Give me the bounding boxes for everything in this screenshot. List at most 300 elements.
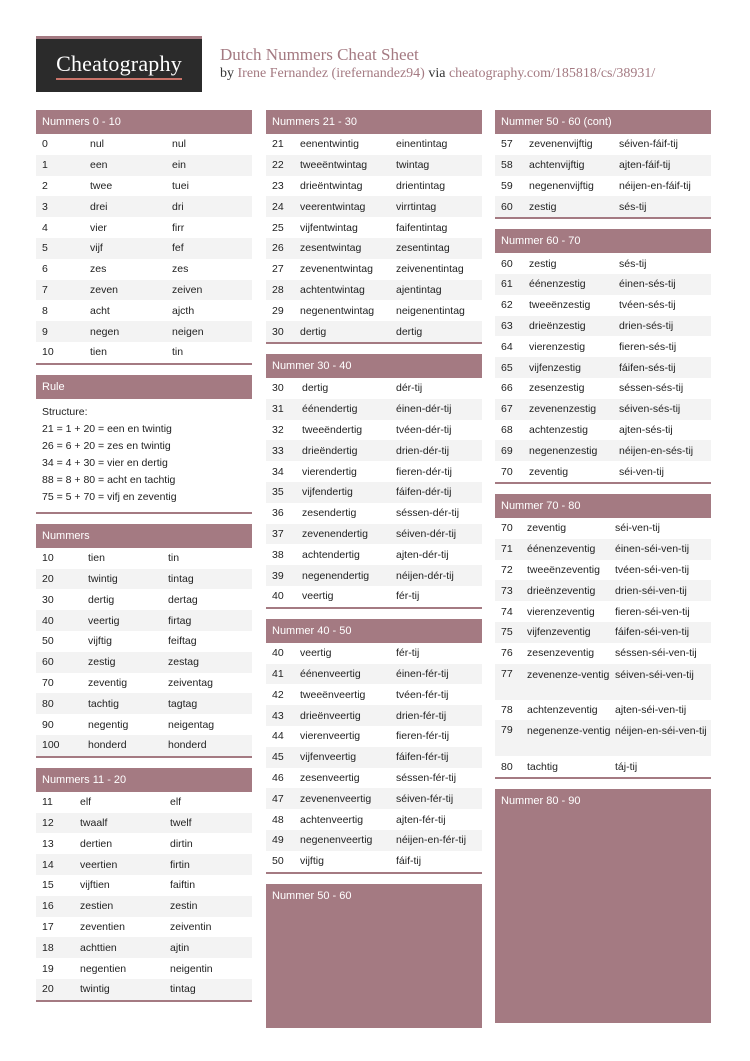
dutch-word-cell: nul	[90, 138, 105, 151]
number-cell: 76	[501, 647, 513, 660]
rule-line: 26 = 6 + 20 = zes en twintig	[42, 439, 171, 452]
author-link[interactable]: Irene Fernandez (irefernandez94)	[237, 66, 425, 81]
dutch-word-cell: twintig	[88, 572, 118, 585]
number-cell: 57	[501, 138, 513, 151]
number-cell: 70	[42, 676, 54, 689]
table-row	[495, 134, 711, 155]
section-nummer-80-90	[495, 789, 711, 1023]
dutch-word-cell: vijfentwintag	[300, 221, 358, 234]
table-row	[36, 176, 252, 197]
dutch-word-cell: tien	[90, 346, 107, 359]
table-row	[36, 979, 252, 1000]
table-row	[36, 134, 252, 155]
number-cell: 22	[272, 159, 284, 172]
pronunciation-cell: elf	[170, 796, 182, 809]
table-row	[495, 378, 711, 399]
number-cell: 45	[272, 751, 284, 764]
table-row	[36, 217, 252, 238]
section-nummers-0-10	[36, 110, 252, 365]
table-row	[36, 548, 252, 569]
number-cell: 68	[501, 423, 513, 436]
dutch-word-cell: dertig	[300, 325, 327, 338]
dutch-word-cell: veertien	[80, 858, 118, 871]
dutch-word-cell: zes	[90, 263, 107, 276]
dutch-word-cell: zestig	[529, 200, 557, 213]
page-title: Dutch Nummers Cheat Sheet	[220, 45, 419, 64]
table-row	[495, 601, 711, 622]
table-row	[36, 693, 252, 714]
dutch-word-cell: zevenendertig	[302, 527, 368, 540]
pronunciation-cell: tvéen-séi-ven-tij	[615, 563, 690, 576]
table-row	[266, 726, 482, 747]
table-row	[36, 896, 252, 917]
dutch-word-cell: negenentwintag	[300, 304, 375, 317]
dutch-word-cell: negenenze-ventig	[527, 725, 611, 738]
pronunciation-cell: drien-sés-tij	[619, 319, 674, 332]
rule-line: 21 = 1 + 20 = een en twintig	[42, 422, 172, 435]
table-row	[36, 735, 252, 756]
pronunciation-cell: dirtin	[170, 837, 193, 850]
pronunciation-cell: sés-tij	[619, 200, 647, 213]
dutch-word-cell: zesenzestig	[529, 382, 585, 395]
table-row	[266, 378, 482, 399]
pronunciation-cell: fáifen-sés-tij	[619, 361, 676, 374]
dutch-word-cell: elf	[80, 796, 92, 809]
number-cell: 50	[42, 635, 54, 648]
number-cell: 60	[501, 257, 513, 270]
section-nummer-60-70	[495, 229, 711, 484]
table-row	[266, 768, 482, 789]
number-cell: 10	[42, 552, 54, 565]
number-cell: 13	[42, 837, 54, 850]
section-title: Nummer 70 - 80	[495, 494, 711, 518]
pronunciation-cell: tvéen-fér-tij	[396, 688, 449, 701]
pronunciation-cell: zeiventin	[170, 920, 212, 933]
pronunciation-cell: tintag	[170, 983, 196, 996]
dutch-word-cell: tachtig	[88, 697, 119, 710]
table-row	[36, 259, 252, 280]
pronunciation-cell: tintag	[168, 572, 194, 585]
pronunciation-cell: ajcth	[172, 304, 195, 317]
section-title: Nummer 60 - 70	[495, 229, 711, 253]
pronunciation-cell: séssen-sés-tij	[619, 382, 684, 395]
number-cell: 11	[42, 796, 53, 809]
pronunciation-cell: neigenentintag	[396, 304, 465, 317]
dutch-word-cell: dertig	[88, 593, 115, 606]
table-row	[36, 813, 252, 834]
pronunciation-cell: zeiventag	[168, 676, 213, 689]
table-row	[266, 830, 482, 851]
number-cell: 28	[272, 283, 284, 296]
pronunciation-cell: fáifen-dér-tij	[396, 486, 452, 499]
number-cell: 10	[42, 346, 54, 359]
number-cell: 19	[42, 962, 54, 975]
number-cell: 4	[42, 221, 48, 234]
number-cell: 39	[272, 569, 284, 582]
dutch-word-cell: een	[90, 159, 108, 172]
number-cell: 30	[42, 593, 54, 606]
number-cell: 46	[272, 771, 284, 784]
table-row	[36, 280, 252, 301]
dutch-word-cell: veertig	[302, 590, 334, 603]
pronunciation-cell: táj-tij	[615, 760, 638, 773]
table-row	[495, 622, 711, 643]
number-cell: 15	[42, 879, 54, 892]
table-row	[266, 134, 482, 155]
table-row	[495, 560, 711, 581]
pronunciation-cell: feiftag	[168, 635, 197, 648]
number-cell: 47	[272, 792, 284, 805]
dutch-word-cell: zestig	[88, 656, 116, 669]
pronunciation-cell: dertag	[168, 593, 198, 606]
dutch-word-cell: zeventig	[88, 676, 128, 689]
table-row	[495, 155, 711, 176]
pronunciation-cell: einentintag	[396, 138, 448, 151]
table-row	[266, 503, 482, 524]
table-row	[266, 461, 482, 482]
number-cell: 1	[42, 159, 48, 172]
number-cell: 65	[501, 361, 513, 374]
number-cell: 30	[272, 325, 284, 338]
pronunciation-cell: néijen-en-séi-ven-tij	[615, 725, 707, 738]
pronunciation-cell: néijen-en-fáif-tij	[619, 179, 691, 192]
source-url-link[interactable]: cheatography.com/185818/cs/38931/	[448, 66, 656, 81]
dutch-word-cell: zesendertig	[302, 507, 357, 520]
table-row	[266, 747, 482, 768]
number-cell: 58	[501, 159, 513, 172]
table-row	[36, 673, 252, 694]
number-cell: 49	[272, 834, 284, 847]
table-row	[36, 652, 252, 673]
pronunciation-cell: ajtin	[170, 941, 190, 954]
pronunciation-cell: neigentin	[170, 962, 213, 975]
pronunciation-cell: tvéen-dér-tij	[396, 423, 452, 436]
section-title: Nummer 50 - 60	[266, 884, 482, 908]
dutch-word-cell: vijfenzeventig	[527, 626, 591, 639]
dutch-word-cell: vierenzeventig	[527, 605, 595, 618]
table-row	[266, 238, 482, 259]
table-row	[495, 518, 711, 539]
dutch-word-cell: achtendertig	[302, 548, 360, 561]
table-row	[266, 280, 482, 301]
pronunciation-cell: faiftin	[170, 879, 196, 892]
dutch-word-cell: zeventig	[527, 522, 567, 535]
dutch-word-cell: éénenveertig	[300, 667, 361, 680]
pronunciation-cell: zestin	[170, 900, 198, 913]
dutch-word-cell: zesenveertig	[300, 771, 360, 784]
table-row	[495, 580, 711, 601]
pronunciation-cell: neigentag	[168, 718, 215, 731]
table-row	[36, 937, 252, 958]
number-cell: 26	[272, 242, 284, 255]
rule-line: Structure:	[42, 405, 88, 418]
table-row	[266, 300, 482, 321]
column-1	[36, 110, 252, 1012]
dutch-word-cell: tweeënveertig	[300, 688, 366, 701]
table-row	[266, 684, 482, 705]
section-title: Nummer 40 - 50	[266, 619, 482, 643]
table-row	[266, 420, 482, 441]
pronunciation-cell: sés-tij	[619, 257, 647, 270]
number-cell: 78	[501, 703, 513, 716]
number-cell: 43	[272, 709, 284, 722]
pronunciation-cell: néijen-dér-tij	[396, 569, 454, 582]
number-cell: 64	[501, 340, 513, 353]
pronunciation-cell: ajten-dér-tij	[396, 548, 449, 561]
table-row	[266, 664, 482, 685]
pronunciation-cell: fér-tij	[396, 590, 420, 603]
dutch-word-cell: negen	[90, 325, 120, 338]
pronunciation-cell: fér-tij	[396, 647, 420, 660]
pronunciation-cell: drien-séi-ven-tij	[615, 584, 687, 597]
dutch-word-cell: veertig	[300, 647, 332, 660]
number-cell: 75	[501, 626, 513, 639]
pronunciation-cell: drientintag	[396, 179, 446, 192]
pronunciation-cell: twelf	[170, 816, 192, 829]
pronunciation-cell: firr	[172, 221, 185, 234]
pronunciation-cell: tagtag	[168, 697, 198, 710]
dutch-word-cell: zeven	[90, 283, 119, 296]
pronunciation-cell: ajten-sés-tij	[619, 423, 673, 436]
dutch-word-cell: vier	[90, 221, 107, 234]
table-row	[495, 539, 711, 560]
number-cell: 66	[501, 382, 513, 395]
section-title: Nummers 0 - 10	[36, 110, 252, 134]
pronunciation-cell: fáifen-séi-ven-tij	[615, 626, 690, 639]
table-row	[36, 300, 252, 321]
pronunciation-cell: fáif-tij	[396, 855, 422, 868]
pronunciation-cell: séssen-dér-tij	[396, 507, 460, 520]
pronunciation-cell: zestag	[168, 656, 199, 669]
table-row	[36, 714, 252, 735]
number-cell: 35	[272, 486, 284, 499]
number-cell: 62	[501, 299, 513, 312]
dutch-word-cell: drieëndertig	[302, 444, 358, 457]
pronunciation-cell: nul	[172, 138, 187, 151]
table-row	[495, 176, 711, 197]
dutch-word-cell: zevenenvijftig	[529, 138, 593, 151]
table-row	[36, 610, 252, 631]
dutch-word-cell: tweeëndertig	[302, 423, 363, 436]
pronunciation-cell: virrtintag	[396, 200, 437, 213]
dutch-word-cell: tweeënzestig	[529, 299, 591, 312]
table-row	[495, 196, 711, 217]
dutch-word-cell: negentien	[80, 962, 127, 975]
pronunciation-cell: fieren-fér-tij	[396, 730, 450, 743]
dutch-word-cell: drieëntwintag	[300, 179, 363, 192]
pronunciation-cell: tuei	[172, 179, 189, 192]
dutch-word-cell: zesentwintag	[300, 242, 362, 255]
dutch-word-cell: vierendertig	[302, 465, 357, 478]
column-3	[495, 110, 711, 1033]
pronunciation-cell: séiven-sés-tij	[619, 403, 681, 416]
table-row	[495, 357, 711, 378]
pronunciation-cell: zeivenentintag	[396, 263, 464, 276]
table-row	[36, 569, 252, 590]
table-row	[266, 259, 482, 280]
table-row	[266, 586, 482, 607]
number-cell: 50	[272, 855, 284, 868]
dutch-word-cell: zevenenveertig	[300, 792, 372, 805]
number-cell: 33	[272, 444, 284, 457]
dutch-word-cell: achtenvijftig	[529, 159, 585, 172]
table-row	[36, 155, 252, 176]
number-cell: 70	[501, 465, 513, 478]
pronunciation-cell: séiven-fáif-tij	[619, 138, 678, 151]
dutch-word-cell: negenenveertig	[300, 834, 373, 847]
pronunciation-cell: éinen-sés-tij	[619, 278, 676, 291]
dutch-word-cell: tachtig	[527, 760, 558, 773]
number-cell: 23	[272, 179, 284, 192]
byline: by Irene Fernandez (irefernandez94) via cheatography.com/185818/cs/38931/	[220, 66, 656, 81]
dutch-word-cell: dertig	[302, 382, 329, 395]
pronunciation-cell: zeiven	[172, 283, 203, 296]
dutch-word-cell: vijftig	[300, 855, 324, 868]
table-row	[36, 238, 252, 259]
dutch-word-cell: éénenzeventig	[527, 543, 596, 556]
pronunciation-cell: ein	[172, 159, 187, 172]
table-row	[36, 196, 252, 217]
dutch-word-cell: zevenentwintag	[300, 263, 373, 276]
dutch-word-cell: zestig	[529, 257, 557, 270]
pronunciation-cell: séi-ven-tij	[619, 465, 664, 478]
logo-text: Cheatography	[56, 51, 182, 80]
number-cell: 80	[42, 697, 54, 710]
dutch-word-cell: tweeënzeventig	[527, 563, 600, 576]
cheatography-logo[interactable]	[36, 36, 202, 92]
number-cell: 7	[42, 283, 48, 296]
dutch-word-cell: drei	[90, 200, 108, 213]
number-cell: 21	[272, 138, 284, 151]
pronunciation-cell: ajentintag	[396, 283, 442, 296]
number-cell: 40	[42, 614, 54, 627]
number-cell: 80	[501, 760, 513, 773]
pronunciation-cell: faifentintag	[396, 221, 448, 234]
number-cell: 8	[42, 304, 48, 317]
number-cell: 25	[272, 221, 284, 234]
number-cell: 72	[501, 563, 513, 576]
section-title: Nummer 80 - 90	[495, 789, 711, 813]
pronunciation-cell: twintag	[396, 159, 430, 172]
table-row	[36, 631, 252, 652]
dutch-word-cell: acht	[90, 304, 110, 317]
dutch-word-cell: zeventien	[80, 920, 125, 933]
number-cell: 36	[272, 507, 284, 520]
section-nummer-50-60-cont	[495, 110, 711, 219]
table-row	[266, 440, 482, 461]
pronunciation-cell: néijen-en-sés-tij	[619, 444, 694, 457]
dutch-word-cell: vierenzestig	[529, 340, 586, 353]
pronunciation-cell: ajten-fáif-tij	[619, 159, 671, 172]
number-cell: 17	[42, 920, 54, 933]
pronunciation-cell: séssen-fér-tij	[396, 771, 457, 784]
number-cell: 24	[272, 200, 284, 213]
pronunciation-cell: firtag	[168, 614, 192, 627]
table-row	[266, 482, 482, 503]
number-cell: 34	[272, 465, 284, 478]
number-cell: 2	[42, 179, 48, 192]
pronunciation-cell: drien-dér-tij	[396, 444, 450, 457]
section-nummer-70-80	[495, 494, 711, 779]
dutch-word-cell: achtentwintag	[300, 283, 365, 296]
table-row	[266, 155, 482, 176]
rule-line: 34 = 4 + 30 = vier en dertig	[42, 456, 168, 469]
pronunciation-cell: drien-fér-tij	[396, 709, 447, 722]
table-row	[36, 792, 252, 813]
number-cell: 41	[272, 667, 284, 680]
table-row	[36, 833, 252, 854]
number-cell: 30	[272, 382, 284, 395]
table-row	[495, 253, 711, 274]
table-row	[36, 342, 252, 363]
rule-line: 75 = 5 + 70 = vifj en zeventig	[42, 490, 177, 503]
dutch-word-cell: dertien	[80, 837, 113, 850]
dutch-word-cell: vijfenveertig	[300, 751, 357, 764]
number-cell: 77	[501, 667, 513, 680]
pronunciation-cell: séssen-séi-ven-tij	[615, 647, 697, 660]
section-title: Nummers 21 - 30	[266, 110, 482, 134]
number-cell: 40	[272, 590, 284, 603]
pronunciation-cell: fieren-sés-tij	[619, 340, 677, 353]
section-nummers-11-20	[36, 768, 252, 1002]
pronunciation-cell: tin	[168, 552, 180, 565]
pronunciation-cell: zes	[172, 263, 189, 276]
dutch-word-cell: zevenenze-ventig	[527, 668, 610, 681]
dutch-word-cell: eenentwintig	[300, 138, 359, 151]
section-nummer-50-60	[266, 884, 482, 1028]
number-cell: 70	[501, 522, 513, 535]
pronunciation-cell: tin	[172, 346, 184, 359]
number-cell: 9	[42, 325, 48, 338]
table-row	[495, 720, 711, 756]
dutch-word-cell: honderd	[88, 739, 127, 752]
dutch-word-cell: negenendertig	[302, 569, 370, 582]
dutch-word-cell: éénenzestig	[529, 278, 586, 291]
pronunciation-cell: honderd	[168, 739, 207, 752]
dutch-word-cell: zesenzeventig	[527, 647, 595, 660]
number-cell: 63	[501, 319, 513, 332]
section-title: Rule	[36, 375, 252, 399]
number-cell: 60	[501, 200, 513, 213]
pronunciation-cell: séi-ven-tij	[615, 522, 660, 535]
number-cell: 37	[272, 527, 284, 540]
table-row	[266, 809, 482, 830]
pronunciation-cell: fef	[172, 242, 184, 255]
number-cell: 71	[501, 543, 513, 556]
dutch-word-cell: tien	[88, 552, 105, 565]
number-cell: 27	[272, 263, 284, 276]
section-title: Nummers 11 - 20	[36, 768, 252, 792]
table-row	[495, 643, 711, 664]
dutch-word-cell: veerentwintag	[300, 200, 366, 213]
dutch-word-cell: achtenzeventig	[527, 703, 598, 716]
pronunciation-cell: ajten-séi-ven-tij	[615, 703, 687, 716]
pronunciation-cell: zesentintag	[396, 242, 450, 255]
pronunciation-cell: tvéen-sés-tij	[619, 299, 676, 312]
table-row	[266, 399, 482, 420]
table-row	[36, 958, 252, 979]
section-nummers	[36, 524, 252, 758]
number-cell: 44	[272, 730, 284, 743]
dutch-word-cell: éénendertig	[302, 403, 358, 416]
dutch-word-cell: tweeëntwintag	[300, 159, 368, 172]
number-cell: 6	[42, 263, 48, 276]
table-row	[266, 565, 482, 586]
dutch-word-cell: drieënveertig	[300, 709, 361, 722]
pronunciation-cell: éinen-fér-tij	[396, 667, 449, 680]
number-cell: 12	[42, 816, 54, 829]
table-row	[495, 295, 711, 316]
